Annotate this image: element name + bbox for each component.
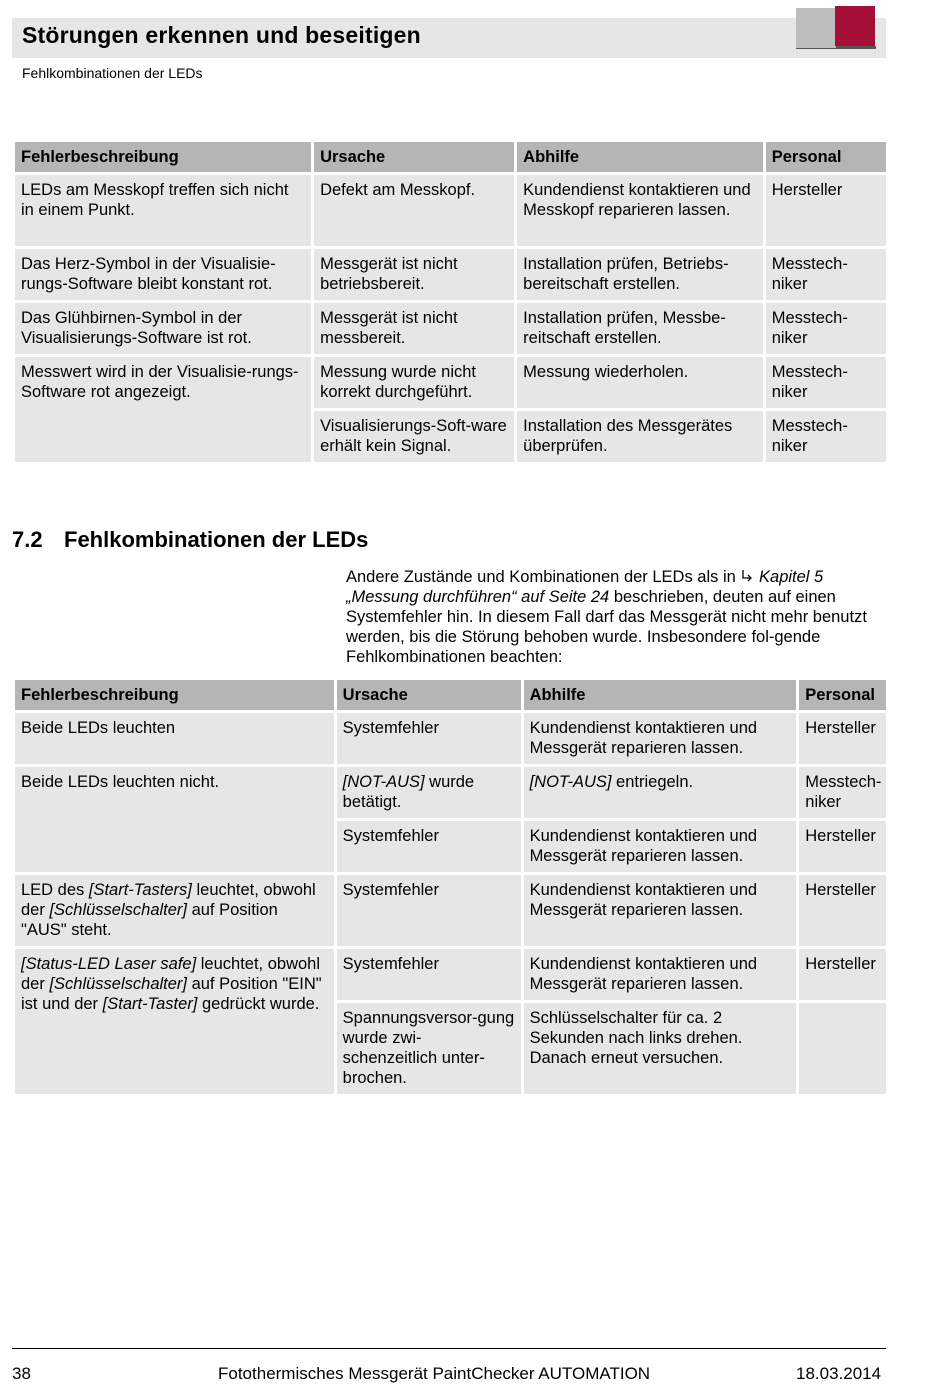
footer-product: Fotothermisches Messgerät PaintChecker AUTOMATION (218, 1364, 651, 1383)
table-cell: Spannungsversor-gung wurde zwi-schenzeitlich unter-brochen. (337, 1003, 521, 1094)
chapter-link[interactable]: Kapitel 5 „Messung durchführen“ auf Seite 24 (346, 568, 824, 606)
table-cell (799, 1003, 886, 1094)
table-cell: Das Glühbirnen-Symbol in der Visualisierungs-Software ist rot. (15, 303, 311, 354)
column-header: Personal (799, 680, 886, 710)
table-cell: Messtech-niker (799, 767, 886, 818)
arrow-link-icon (740, 568, 759, 586)
table-header-row (15, 680, 886, 710)
table-cell (15, 875, 334, 946)
column-header: Ursache (314, 142, 514, 172)
inline-text: leuchtet, obwohl der (21, 955, 321, 993)
page-number: 38 (12, 1364, 31, 1383)
page-subtitle: Fehlkombinationen der LEDs (22, 65, 203, 81)
inline-emphasis: [Start-Tasters] (88, 881, 192, 899)
table-cell: Systemfehler (337, 875, 521, 946)
column-header: Fehlerbeschreibung (15, 680, 334, 710)
column-header: Fehlerbeschreibung (15, 142, 311, 172)
section-heading (12, 527, 368, 553)
table-cell: Messgerät ist nicht betriebsbereit. (314, 249, 514, 300)
intro-text: beschrieben, deuten auf einen Systemfehler hin. In diesem Fall darf das Messgerät nicht mehr benutzt werden, bis die Störung behoben wurde. Insbesondere fol-gende Fehlkombinationen beachten: (346, 588, 867, 666)
table-cell: Hersteller (799, 949, 886, 1000)
table-cell: Messtech-niker (766, 357, 886, 408)
column-header: Abhilfe (524, 680, 797, 710)
column-header: Personal (766, 142, 886, 172)
table-cell: Beide LEDs leuchten (15, 713, 334, 764)
table-cell: Hersteller (799, 713, 886, 764)
table-row (15, 713, 886, 764)
table-cell: Systemfehler (337, 821, 521, 872)
table-cell: Visualisierungs-Soft-ware erhält kein Signal. (314, 411, 514, 462)
table-header-row (15, 142, 886, 172)
column-header: Ursache (337, 680, 521, 710)
intro-text: Andere Zustände und Kombinationen der LEDs als in (346, 568, 741, 586)
inline-text: wurde betätigt. (342, 773, 475, 811)
section-number: 7.2 (12, 527, 43, 552)
inline-text: auf Position "AUS" steht. (21, 901, 278, 939)
inline-text: auf Position "EIN" ist und der (21, 975, 322, 1013)
table-cell (524, 767, 797, 818)
table-cell: Kundendienst kontaktieren und Messkopf reparieren lassen. (517, 175, 763, 246)
footer-rule (12, 1348, 886, 1349)
table-cell: Messung wiederholen. (517, 357, 763, 408)
section-title: Fehlkombinationen der LEDs (64, 527, 369, 552)
table-cell: Hersteller (799, 821, 886, 872)
table-cell: Installation prüfen, Betriebs-bereitschaft erstellen. (517, 249, 763, 300)
table-cell: Installation prüfen, Messbe-reitschaft erstellen. (517, 303, 763, 354)
table-cell: Kundendienst kontaktieren und Messgerät reparieren lassen. (524, 875, 797, 946)
table-row (15, 249, 886, 300)
table-cell: LEDs am Messkopf treffen sich nicht in einem Punkt. (15, 175, 311, 246)
inline-text: LED des (21, 881, 89, 899)
footer-date: 18.03.2014 (796, 1364, 882, 1383)
intro-paragraph (346, 567, 891, 667)
troubleshooting-table (12, 139, 889, 465)
table-cell: Kundendienst kontaktieren und Messgerät reparieren lassen. (524, 713, 797, 764)
table-cell: Messtech-niker (766, 303, 886, 354)
inline-emphasis: [Schlüsselschalter] (49, 901, 187, 919)
inline-emphasis: [Status-LED Laser safe] (21, 955, 197, 973)
logo-gray-square (796, 8, 836, 48)
page-title: Störungen erkennen und beseitigen (22, 22, 421, 48)
table-cell (337, 767, 521, 818)
table-row (15, 875, 886, 946)
table-cell: Kundendienst kontaktieren und Messgerät reparieren lassen. (524, 949, 797, 1000)
table-cell: Messgerät ist nicht messbereit. (314, 303, 514, 354)
table-cell: Kundendienst kontaktieren und Messgerät reparieren lassen. (524, 821, 797, 872)
table-cell: Beide LEDs leuchten nicht. (15, 767, 334, 872)
table-cell: Das Herz-Symbol in der Visualisie-rungs-Software bleibt konstant rot. (15, 249, 311, 300)
logo-red-square (835, 6, 875, 46)
inline-text: entriegeln. (611, 773, 694, 791)
table-cell: Messwert wird in der Visualisie-rungs-Software rot angezeigt. (15, 357, 311, 462)
table-cell: Messtech-niker (766, 411, 886, 462)
table-row (15, 357, 886, 408)
table-row (15, 303, 886, 354)
table-cell: Messung wurde nicht korrekt durchgeführt. (314, 357, 514, 408)
table-cell: Systemfehler (337, 713, 521, 764)
inline-text: gedrückt wurde. (197, 995, 320, 1013)
table-row (15, 175, 886, 246)
table-cell: Hersteller (799, 875, 886, 946)
table-cell: Installation des Messgerätes überprüfen. (517, 411, 763, 462)
inline-emphasis: [Schlüsselschalter] (49, 975, 187, 993)
table-cell: Defekt am Messkopf. (314, 175, 514, 246)
table-row (15, 767, 886, 818)
column-header: Abhilfe (517, 142, 763, 172)
table-cell: Hersteller (766, 175, 886, 246)
table-row (15, 949, 886, 1000)
table-cell: Messtech-niker (766, 249, 886, 300)
inline-text: leuchtet, obwohl der (21, 881, 316, 919)
inline-emphasis: [Start-Taster] (102, 995, 198, 1013)
inline-emphasis: [NOT-AUS] (342, 773, 425, 791)
table-cell: Schlüsselschalter für ca. 2 Sekunden nach links drehen. Danach erneut versuchen. (524, 1003, 797, 1094)
table-cell (15, 949, 334, 1094)
table-cell: Systemfehler (337, 949, 521, 1000)
inline-emphasis: [NOT-AUS] (529, 773, 612, 791)
led-combination-table (12, 677, 889, 1097)
brand-logo (796, 6, 876, 48)
